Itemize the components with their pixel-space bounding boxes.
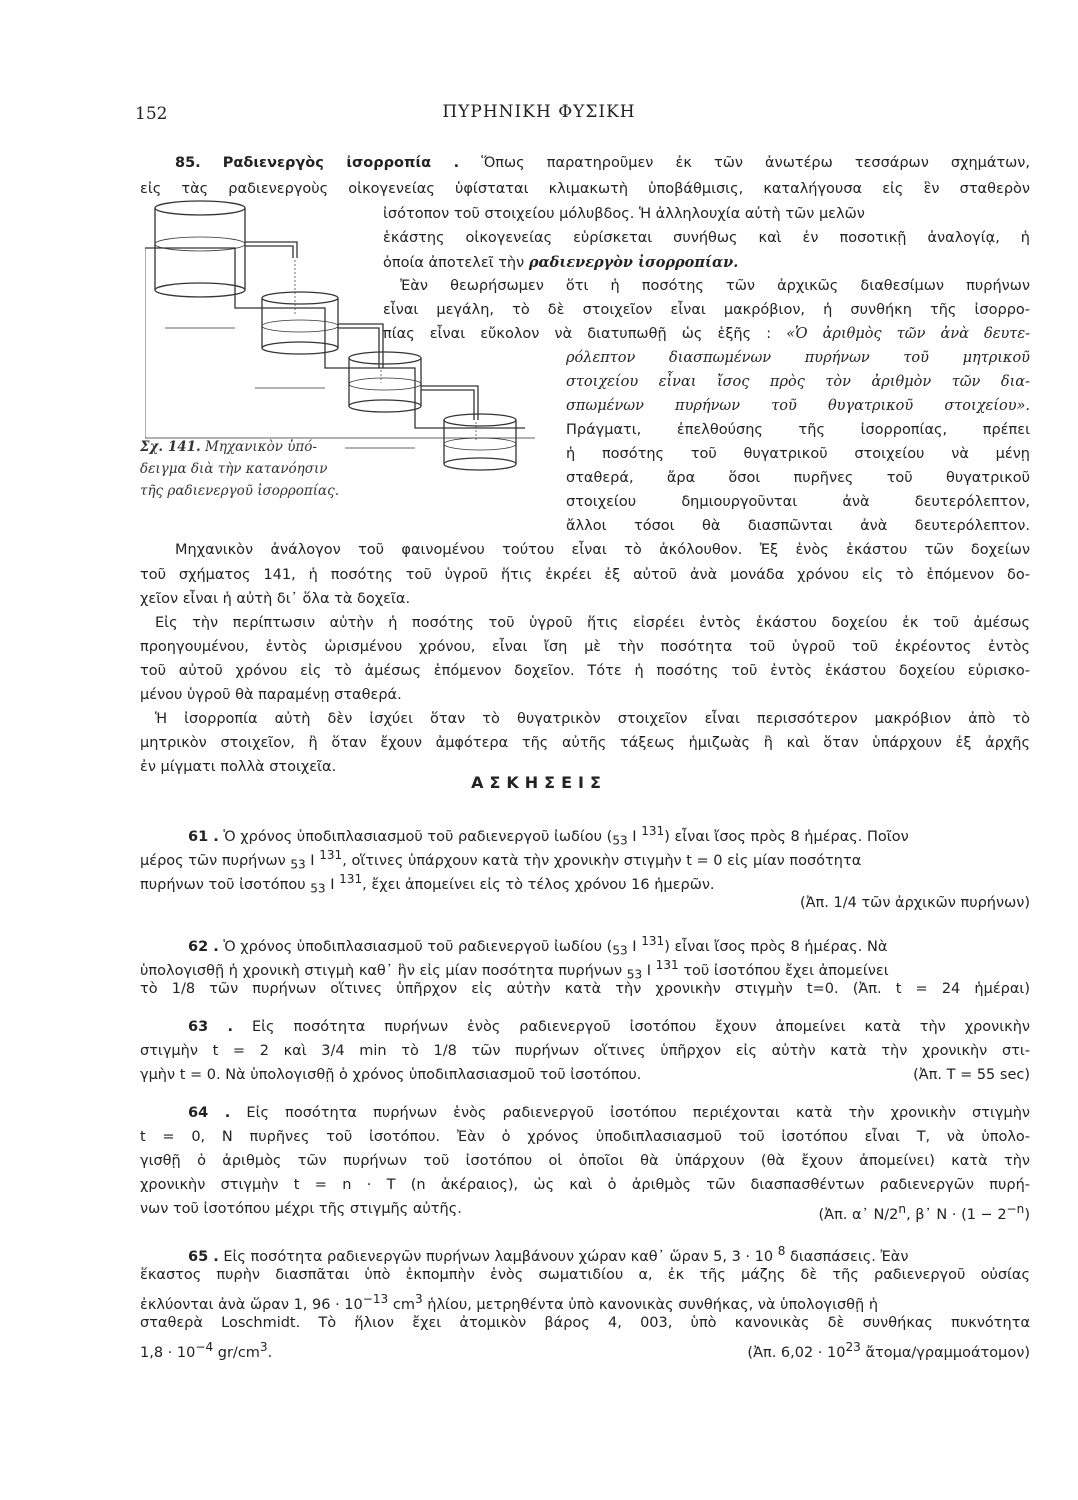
exercise-65-line-5: $1,8 \cdot 10^{-4}$ $gr/cm^3$.	[140, 1340, 273, 1361]
exercise-64-line-2: t = 0, N πυρῆνες τοῦ ἰσοτόπου. Ἐὰν ὁ χρόνος ὑποδιπλασιασμοῦ τοῦ ἰσοτόπου εἶναι T, νὰ ὑπολο-	[140, 1129, 1030, 1145]
section-85-line-16: ἄλλοι τόσοι θὰ διασπῶνται ἀνὰ δευτερόλεπτον.	[566, 518, 1030, 534]
section-85-line-21: προηγουμένου, ἐντὸς ὡρισμένου χρόνου, εἶναι ἴση μὲ τὴν ποσότητα τοῦ ὑγροῦ τοῦ ἐκρέοντος ἐντὸς	[140, 639, 1030, 655]
section-85-line-25: μητρικὸν στοιχεῖον, ἢ ὅταν ἔχουν ἀμφότερα τῆς αὐτῆς τάξεως ἡμιζωὰς ἢ καὶ ὅταν ὑπάρχουν ἐξ ἀρχῆς	[140, 735, 1030, 751]
exercise-62-line-2: ὑπολογισθῇ ἡ χρονικὴ στιγμὴ καθ᾽ ἣν εἰς μίαν ποσότητα πυρήνων $_{53}$ I $^{131}$ τοῦ ἰσοτόπου ἔχει ἀπομείνει	[140, 958, 889, 982]
section-85-line-22: τοῦ αὐτοῦ χρόνου εἰς τὸ ἀμέσως ἑπόμενον δοχεῖον. Τότε ἡ ποσότης τοῦ ἐντὸς ἑκάστου δοχείου εὑρισκο-	[140, 663, 1030, 679]
section-85-line-20: Εἰς τὴν περίπτωσιν αὐτὴν ἡ ποσότης τοῦ ὑγροῦ ἥτις εἰσρέει ἐντὸς ἑκάστου δοχείου ἐκ τοῦ ἀμέσως	[155, 615, 1030, 631]
section-85-line-8: πίας εἶναι εὔκολον νὰ διατυπωθῇ ὡς ἑξῆς : «Ὁ ἀριθμὸς τῶν ἀνὰ δευτε-	[383, 326, 1031, 342]
section-85-line-18: τοῦ σχήματος 141, ἡ ποσότης τοῦ ὑγροῦ ἥτις ἐκρέει ἐξ αὐτοῦ ἀνὰ μονάδα χρόνου εἰς τὸ ἑπόμενον δο-	[140, 567, 1030, 583]
section-85-line-4: ἑκάστης οἰκογενείας εὑρίσκεται συνήθως καὶ ἐν ποσοτικῇ ἀναλογίᾳ, ἡ	[383, 230, 1030, 246]
exercise-65-line-4: σταθερὰ Loschmidt. Τὸ ἥλιον ἔχει ἀτομικὸν βάρος 4, 003, ὑπὸ κανονικὰς δὲ συνθήκας πυκνότητα	[140, 1315, 1030, 1331]
section-85-line-19: χεῖον εἶναι ἡ αὐτὴ δι᾽ ὅλα τὰ δοχεῖα.	[140, 591, 411, 607]
section-85-line-9: ρόλεπτον διασπωμένων πυρήνων τοῦ μητρικοῦ	[566, 350, 1030, 366]
staircase-steps	[145, 248, 525, 428]
section-85-line-24: Ἡ ἰσορροπία αὐτὴ δὲν ἰσχύει ὅταν τὸ θυγατρικὸν στοιχεῖον εἶναι περισσότερον μακρόβιον ἀπὸ τὸ	[155, 711, 1030, 727]
exercise-61-line-2: μέρος τῶν πυρήνων $_{53}$ I $^{131}$, οἵτινες ὑπάρχουν κατὰ τὴν χρονικὴν στιγμὴν t = 0 εἰς μίαν ποσότητα	[140, 848, 862, 872]
section-85-line-10: στοιχείου εἶναι ἴσος πρὸς τὸν ἀριθμὸν τῶν δια-	[566, 374, 1030, 390]
exercise-63-line-3: γμὴν t = 0. Νὰ ὑπολογισθῇ ὁ χρόνος ὑποδιπλασιασμοῦ τοῦ ἰσοτόπου.	[140, 1067, 642, 1083]
section-number: 85.	[175, 155, 201, 171]
exercise-64-line-4: χρονικὴν στιγμὴν t = n · T (n ἀκέραιος), ὡς καὶ ὁ ἀριθμὸς τῶν διασπασθέντων ραδιενεργῶν πυρή-	[140, 1177, 1030, 1193]
exercise-63-number: 63 .	[188, 1019, 234, 1035]
exercise-65-line-3: ἐκλύονται ἀνὰ ὥραν 1, $96 \cdot 10^{-13}$ $cm^3$ ἡλίου, μετρηθέντα ὑπὸ κανονικὰς συνθήκας, νὰ ὑπολογισθῇ ἡ	[140, 1292, 879, 1313]
figure-label: Σχ. 141.	[140, 439, 201, 455]
exercise-63-answer: (Ἀπ. T = 55 sec)	[913, 1067, 1030, 1083]
exercise-64-answer: (Ἀπ. α᾽ N/2$^n$, β᾽ $N \cdot (1 - 2^{-n})$	[818, 1202, 1030, 1223]
exercise-62-line-3: τὸ 1/8 τῶν πυρήνων οἵτινες ὑπῆρχον εἰς αὐτὴν κατὰ τὴν χρονικὴν στιγμὴν t=0. (Ἀπ. t = 24 ἡμέραι)	[140, 981, 1030, 997]
section-85-line-3: ἰσότοπον τοῦ στοιχείου μόλυβδος. Ἡ ἀλληλουχία αὐτὴ τῶν μελῶν	[383, 206, 865, 222]
exercises-heading: ΑΣΚΗΣΕΙΣ	[471, 773, 607, 792]
exercise-61-line-1: 61 . Ὁ χρόνος ὑποδιπλασιασμοῦ τοῦ ραδιενεργοῦ ἰωδίου ($_{53}$ I $^{131}$) εἶναι ἴσος πρὸς 8 ἡμέρας. Ποῖον	[188, 824, 909, 848]
section-85-line-26: ἐν μίγματι πολλὰ στοιχεῖα.	[140, 759, 337, 775]
section-85-line-13: ἡ ποσότης τοῦ θυγατρικοῦ στοιχείου νὰ μένῃ	[566, 446, 1030, 462]
vessel-1	[155, 201, 297, 297]
section-85-line-6: Ἐὰν θεωρήσωμεν ὅτι ἡ ποσότης τῶν ἀρχικῶς διαθεσίμων πυρήνων	[400, 278, 1030, 294]
vessel-4	[444, 414, 516, 470]
staircase-edges	[145, 248, 415, 448]
section-85-line-12: Πράγματι, ἐπελθούσης τῆς ἰσορροπίας, πρέπει	[566, 422, 1030, 438]
exercise-65-number: 65 .	[188, 1248, 219, 1265]
exercise-65-line-2: ἕκαστος πυρὴν διασπᾶται ὑπὸ ἐκπομπὴν ἑνὸς σωματιδίου α, ἐκ τῆς μάζης δὲ τῆς ραδιενεργοῦ οὐσίας	[140, 1267, 1030, 1283]
vessel-3	[349, 352, 478, 420]
section-85-line-23: μένου ὑγροῦ θὰ παραμένῃ σταθερά.	[140, 687, 402, 703]
section-85-line-15: στοιχείου δημιουργοῦνται ἀνὰ δευτερόλεπτον,	[566, 494, 1030, 510]
exercise-65-answer: (Ἀπ. $6,02 \cdot 10^{23}$ ἄτομα/γραμμοάτομον)	[747, 1340, 1030, 1361]
section-85-line-1: 85. Ραδιενεργὸς ἰσορροπία . Ὅπως παρατηροῦμεν ἐκ τῶν ἀνωτέρω τεσσάρων σχημάτων,	[175, 155, 1031, 171]
figure-141-illustration	[145, 198, 545, 476]
exercise-61-number: 61 .	[188, 828, 219, 845]
section-85-line-2: εἰς τὰς ραδιενεργοὺς οἰκογενείας ὑφίσταται κλιμακωτὴ ὑποβάθμισις, καταλήγουσα εἰς ἓν σταθερὸν	[140, 181, 1030, 197]
section-85-line-11: σπωμένων πυρήνων τοῦ θυγατρικοῦ στοιχείου».	[566, 398, 1030, 414]
vessel-2	[262, 292, 383, 368]
figure-141-caption: Σχ. 141. Μηχανικὸν ὑπό- δειγμα διὰ τὴν κατανόησιν τῆς ραδιενεργοῦ ἰσορροπίας.	[140, 439, 339, 499]
exercise-64-line-5: νων τοῦ ἰσοτόπου μέχρι τῆς στιγμῆς αὐτῆς.	[140, 1201, 462, 1217]
section-85-line-7: εἶναι μεγάλη, τὸ δὲ στοιχεῖον εἶναι μακρόβιον, ἡ συνθήκη τῆς ἰσορρο-	[383, 302, 1030, 318]
exercise-62-line-1: 62 . Ὁ χρόνος ὑποδιπλασιασμοῦ τοῦ ραδιενεργοῦ ἰωδίου ($_{53}$ I $^{131}$) εἶναι ἴσος πρὸς 8 ἡμέρας. Νὰ	[188, 934, 888, 958]
exercise-63-line-2: στιγμὴν t = 2 καὶ 3/4 min τὸ 1/8 τῶν πυρήνων οἵτινες ὑπῆρχον εἰς αὐτὴν κατὰ τὴν χρονικὴν στι-	[140, 1043, 1030, 1059]
running-title: ΠΥΡΗΝΙΚΗ ΦΥΣΙΚΗ	[442, 102, 636, 122]
exercise-62-number: 62 .	[188, 938, 219, 955]
exercise-64-line-1: 64 . Εἰς ποσότητα πυρήνων ἑνὸς ραδιενεργοῦ ἰσοτόπου περιέχονται κατὰ τὴν χρονικὴν στιγμὴν	[188, 1105, 1030, 1121]
page-number: 152	[135, 104, 168, 124]
section-title: Ραδιενεργὸς ἰσορροπία .	[222, 155, 460, 171]
exercise-64-line-3: γισθῇ ὁ ἀριθμὸς τῶν πυρήνων τοῦ ἰσοτόπου οἱ ὁποῖοι θὰ ὑπάρχουν (θὰ ἔχουν ἀπομείνει) κατὰ τὴν	[140, 1153, 1030, 1169]
exercise-63-line-1: 63 . Εἰς ποσότητα πυρήνων ἑνὸς ραδιενεργοῦ ἰσοτόπου ἔχουν ἀπομείνει κατὰ τὴν χρονικὴν	[188, 1019, 1030, 1035]
exercise-65-line-1: 65 . Εἰς ποσότητα ραδιενεργῶν πυρήνων λαμβάνουν χώραν καθ᾽ ὥραν 5, 3 · 10 $^8$ διασπάσεις. Ἐὰν	[188, 1244, 909, 1265]
section-85-line-14: σταθερά, ἄρα ὅσοι πυρῆνες τοῦ θυγατρικοῦ	[566, 470, 1030, 486]
exercise-64-number: 64 .	[188, 1105, 231, 1121]
section-85-line-17: Μηχανικὸν ἀνάλογον τοῦ φαινομένου τούτου εἶναι τὸ ἀκόλουθον. Ἐξ ἑνὸς ἑκάστου τῶν δοχείων	[175, 542, 1030, 558]
exercise-61-line-3: πυρήνων τοῦ ἰσοτόπου $_{53}$ I $^{131}$, ἔχει ἀπομείνει εἰς τὸ τέλος χρόνου 16 ἡμερῶν.	[140, 872, 715, 896]
exercise-61-answer: (Ἀπ. 1/4 τῶν ἀρχικῶν πυρήνων)	[799, 895, 1030, 911]
section-85-line-5: ὁποία ἀποτελεῖ τὴν ραδιενεργὸν ἰσορροπίαν.	[383, 254, 739, 271]
